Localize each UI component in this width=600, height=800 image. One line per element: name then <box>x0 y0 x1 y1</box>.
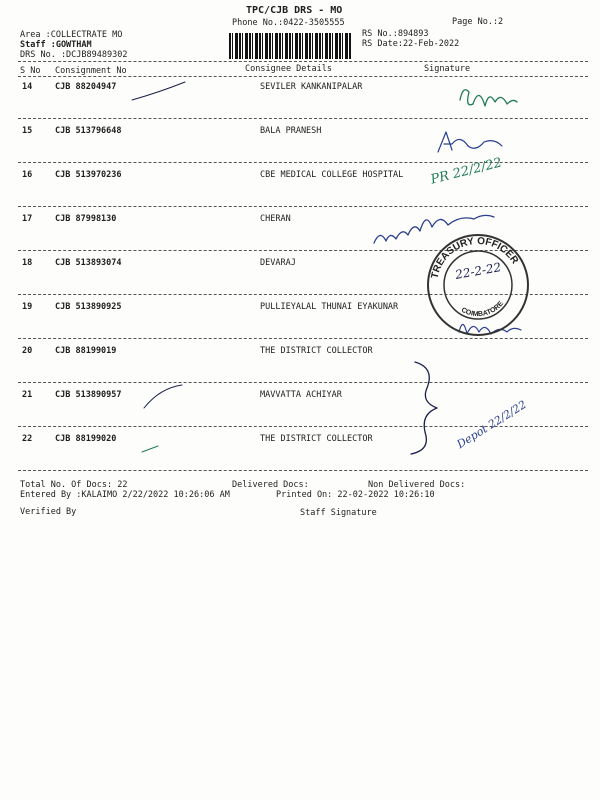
column-header-consignment: Consignment No <box>55 66 127 76</box>
row-consignee: CBE MEDICAL COLLEGE HOSPITAL <box>260 170 404 180</box>
stamp-date: 22-2-22 <box>454 260 503 282</box>
row-sno: 14 <box>22 82 33 92</box>
row-consignment-no: CJB 88199020 <box>55 434 117 444</box>
row-consignment-no: CJB 87998130 <box>55 214 117 224</box>
rs-date: RS Date:22-Feb-2022 <box>362 39 460 49</box>
row-consignment-no: CJB 513970236 <box>55 170 122 180</box>
row-divider <box>18 162 588 163</box>
rs-number: RS No.:894893 <box>362 29 429 39</box>
row-consignee: THE DISTRICT COLLECTOR <box>260 346 373 356</box>
barcode <box>229 33 351 59</box>
brace-mark <box>405 358 445 458</box>
verified-by: Verified By <box>20 507 77 517</box>
row-consignment-no: CJB 88199019 <box>55 346 117 356</box>
row-sno: 15 <box>22 126 33 136</box>
entered-by: Entered By :KALAIMO 2/22/2022 10:26:06 AM <box>20 490 230 500</box>
handwriting-mark <box>138 438 168 458</box>
handwriting-mark <box>140 382 185 412</box>
column-header-signature: Signature <box>424 64 471 74</box>
row-consignee: DEVARAJ <box>260 258 296 268</box>
handwriting-mark <box>130 78 190 108</box>
document-title: TPC/CJB DRS - MO <box>246 5 343 16</box>
row-consignee: CHERAN <box>260 214 291 224</box>
stamp-text: TREASURY OFFICER <box>429 235 521 280</box>
handwriting-row16: PR 22/2/22 <box>429 155 504 188</box>
row-consignee: SEVILER KANKANIPALAR <box>260 82 363 92</box>
page-number: Page No.:2 <box>452 17 504 27</box>
treasury-stamp <box>425 232 531 338</box>
row-consignee: THE DISTRICT COLLECTOR <box>260 434 373 444</box>
printed-on: Printed On: 22-02-2022 10:26:10 <box>276 490 435 500</box>
drs-number: DRS No. :DCJB89489302 <box>20 50 128 60</box>
signature-row14 <box>455 80 525 120</box>
row-sno: 18 <box>22 258 33 268</box>
svg-text:COIMBATORE <box>460 300 505 318</box>
area-label: Area :COLLECTRATE MO <box>20 30 123 40</box>
row-divider <box>18 470 588 471</box>
row-divider <box>18 426 588 427</box>
row-consignment-no: CJB 88204947 <box>55 82 117 92</box>
delivered-docs: Delivered Docs: <box>232 480 309 490</box>
divider <box>18 76 588 77</box>
staff-signature: Staff Signature <box>300 508 377 518</box>
column-header-consignee: Consignee Details <box>245 64 332 74</box>
row-sno: 19 <box>22 302 33 312</box>
row-sno: 22 <box>22 434 33 444</box>
total-docs: Total No. Of Docs: 22 <box>20 480 128 490</box>
row-consignee: PULLIEYALAL THUNAI EYAKUNAR <box>260 302 399 312</box>
row-consignment-no: CJB 513893074 <box>55 258 122 268</box>
row-consignment-no: CJB 513796648 <box>55 126 122 136</box>
row-sno: 20 <box>22 346 33 356</box>
divider <box>18 61 588 62</box>
non-delivered-docs: Non Delivered Docs: <box>368 480 466 490</box>
row-sno: 21 <box>22 390 33 400</box>
row-sno: 16 <box>22 170 33 180</box>
row-sno: 17 <box>22 214 33 224</box>
signature-row15 <box>430 128 510 158</box>
stamp-subtext: COIMBATORE <box>459 300 505 319</box>
row-divider <box>18 382 588 383</box>
phone-number: Phone No.:0422-3505555 <box>232 18 345 28</box>
staff-label: Staff :GOWTHAM <box>20 40 92 50</box>
row-consignment-no: CJB 513890925 <box>55 302 122 312</box>
handwriting-row22: Depot 22/2/22 <box>454 397 529 452</box>
row-consignment-no: CJB 513890957 <box>55 390 122 400</box>
row-consignee: MAVVATTA ACHIYAR <box>260 390 342 400</box>
row-consignee: BALA PRANESH <box>260 126 322 136</box>
row-divider <box>18 206 588 207</box>
column-header-sno: S No <box>20 66 41 76</box>
